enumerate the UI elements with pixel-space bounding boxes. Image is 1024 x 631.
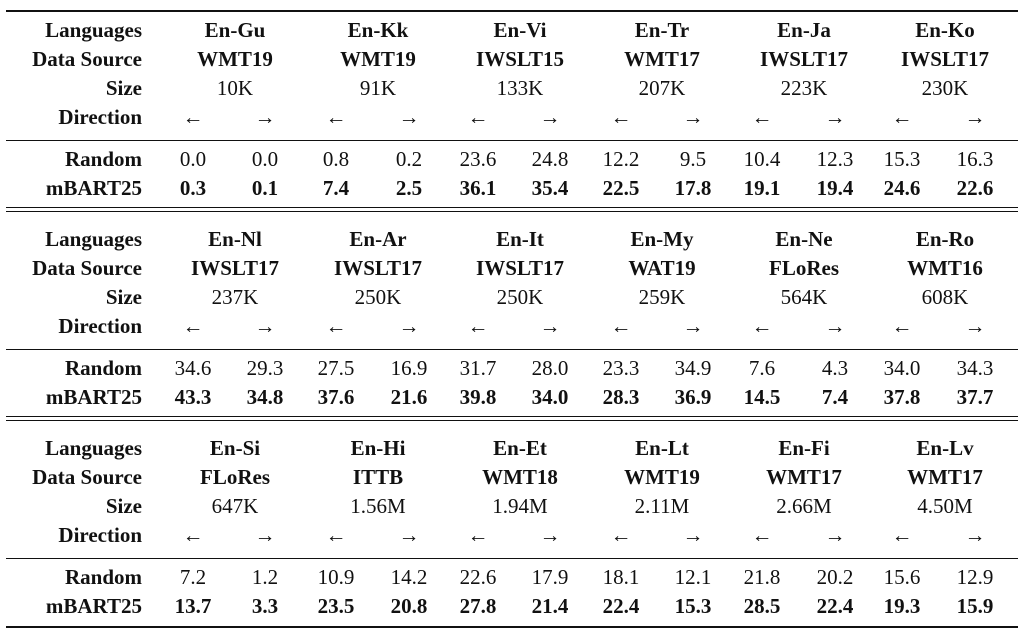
direction-right-arrow-icon: → bbox=[682, 523, 704, 547]
data-source: WAT19 bbox=[628, 256, 696, 280]
data-source: WMT17 bbox=[907, 465, 983, 489]
random-score-en-xx: 0.2 bbox=[395, 147, 423, 171]
random-score-en-xx: 16.3 bbox=[956, 147, 994, 171]
language-pair: En-Lt bbox=[635, 436, 689, 460]
direction-right-arrow-icon: → bbox=[824, 105, 846, 129]
data-size: 133K bbox=[496, 76, 544, 100]
mbart-score-xx-en: 0.3 bbox=[179, 176, 207, 200]
direction-right-arrow-icon: → bbox=[254, 314, 276, 338]
row-label-mbart: mBART25 bbox=[45, 385, 142, 409]
row-label-random: Random bbox=[64, 565, 142, 589]
table-rule bbox=[6, 140, 1018, 141]
row-label-size: Size bbox=[105, 76, 142, 100]
mbart-score-xx-en: 24.6 bbox=[883, 176, 921, 200]
mbart-score-en-xx: 3.3 bbox=[251, 594, 279, 618]
language-pair: En-Lv bbox=[916, 436, 974, 460]
random-score-xx-en: 22.6 bbox=[459, 565, 497, 589]
row-label-data-source: Data Source bbox=[32, 256, 142, 280]
row-label-direction: Direction bbox=[58, 314, 142, 338]
language-pair: En-Et bbox=[493, 436, 547, 460]
random-score-xx-en: 0.0 bbox=[179, 147, 207, 171]
data-size: 2.11M bbox=[634, 494, 690, 518]
mbart-score-xx-en: 23.5 bbox=[317, 594, 355, 618]
random-score-en-xx: 9.5 bbox=[679, 147, 707, 171]
mbart-score-en-xx: 22.6 bbox=[956, 176, 994, 200]
data-size: 207K bbox=[638, 76, 686, 100]
table-rule bbox=[6, 211, 1018, 212]
row-label-data-source: Data Source bbox=[32, 465, 142, 489]
random-score-xx-en: 27.5 bbox=[317, 356, 355, 380]
mbart-score-en-xx: 0.1 bbox=[251, 176, 279, 200]
mbart-score-xx-en: 28.3 bbox=[602, 385, 640, 409]
random-score-xx-en: 15.3 bbox=[883, 147, 921, 171]
data-source: WMT19 bbox=[340, 47, 416, 71]
random-score-xx-en: 21.8 bbox=[743, 565, 781, 589]
data-size: 91K bbox=[359, 76, 397, 100]
random-score-xx-en: 18.1 bbox=[602, 565, 640, 589]
mbart-score-xx-en: 7.4 bbox=[322, 176, 350, 200]
random-score-en-xx: 20.2 bbox=[816, 565, 854, 589]
direction-right-arrow-icon: → bbox=[398, 105, 420, 129]
random-score-en-xx: 17.9 bbox=[531, 565, 569, 589]
mbart-score-xx-en: 13.7 bbox=[174, 594, 212, 618]
random-score-xx-en: 34.6 bbox=[174, 356, 212, 380]
direction-right-arrow-icon: → bbox=[824, 523, 846, 547]
direction-right-arrow-icon: → bbox=[254, 523, 276, 547]
mbart-score-en-xx: 34.8 bbox=[246, 385, 284, 409]
table-rule bbox=[6, 10, 1018, 12]
direction-right-arrow-icon: → bbox=[964, 523, 986, 547]
random-score-en-xx: 28.0 bbox=[531, 356, 569, 380]
direction-left-arrow-icon: ← bbox=[182, 314, 204, 338]
data-source: WMT16 bbox=[907, 256, 983, 280]
direction-right-arrow-icon: → bbox=[398, 523, 420, 547]
direction-left-arrow-icon: ← bbox=[467, 523, 489, 547]
random-score-xx-en: 23.3 bbox=[602, 356, 640, 380]
mbart-score-en-xx: 15.3 bbox=[674, 594, 712, 618]
direction-left-arrow-icon: ← bbox=[325, 314, 347, 338]
data-size: 230K bbox=[921, 76, 969, 100]
data-source: IWSLT17 bbox=[760, 47, 848, 71]
language-pair: En-Ko bbox=[915, 18, 975, 42]
mbart-score-en-xx: 35.4 bbox=[531, 176, 569, 200]
mbart-score-en-xx: 21.4 bbox=[531, 594, 569, 618]
mbart-score-en-xx: 21.6 bbox=[390, 385, 428, 409]
random-score-xx-en: 10.9 bbox=[317, 565, 355, 589]
language-pair: En-Ar bbox=[349, 227, 407, 251]
random-score-en-xx: 14.2 bbox=[390, 565, 428, 589]
random-score-en-xx: 12.9 bbox=[956, 565, 994, 589]
row-label-data-source: Data Source bbox=[32, 47, 142, 71]
direction-left-arrow-icon: ← bbox=[182, 523, 204, 547]
direction-left-arrow-icon: ← bbox=[467, 105, 489, 129]
random-score-en-xx: 4.3 bbox=[821, 356, 849, 380]
language-pair: En-Ne bbox=[775, 227, 833, 251]
direction-left-arrow-icon: ← bbox=[891, 314, 913, 338]
language-pair: En-Hi bbox=[350, 436, 406, 460]
row-label-languages: Languages bbox=[45, 227, 142, 251]
mbart-score-en-xx: 22.4 bbox=[816, 594, 854, 618]
data-size: 564K bbox=[780, 285, 828, 309]
mbart-score-en-xx: 2.5 bbox=[395, 176, 423, 200]
data-size: 250K bbox=[496, 285, 544, 309]
mbart-score-xx-en: 22.4 bbox=[602, 594, 640, 618]
data-source: FLoRes bbox=[769, 256, 839, 280]
direction-left-arrow-icon: ← bbox=[182, 105, 204, 129]
mbart-score-en-xx: 15.9 bbox=[956, 594, 994, 618]
direction-left-arrow-icon: ← bbox=[325, 523, 347, 547]
language-pair: En-Vi bbox=[493, 18, 547, 42]
table-rule bbox=[6, 207, 1018, 208]
data-source: WMT18 bbox=[482, 465, 558, 489]
row-label-random: Random bbox=[64, 147, 142, 171]
mbart-score-en-xx: 7.4 bbox=[821, 385, 849, 409]
random-score-en-xx: 29.3 bbox=[246, 356, 284, 380]
random-score-xx-en: 31.7 bbox=[459, 356, 497, 380]
mbart-score-xx-en: 37.6 bbox=[317, 385, 355, 409]
mbart-score-xx-en: 27.8 bbox=[459, 594, 497, 618]
direction-left-arrow-icon: ← bbox=[610, 314, 632, 338]
data-source: ITTB bbox=[352, 465, 404, 489]
row-label-random: Random bbox=[64, 356, 142, 380]
direction-right-arrow-icon: → bbox=[964, 105, 986, 129]
direction-right-arrow-icon: → bbox=[254, 105, 276, 129]
mbart-score-xx-en: 37.8 bbox=[883, 385, 921, 409]
direction-left-arrow-icon: ← bbox=[610, 105, 632, 129]
direction-left-arrow-icon: ← bbox=[751, 523, 773, 547]
mbart-score-xx-en: 14.5 bbox=[743, 385, 781, 409]
table-rule bbox=[6, 626, 1018, 628]
random-score-xx-en: 7.2 bbox=[179, 565, 207, 589]
mbart-score-en-xx: 17.8 bbox=[674, 176, 712, 200]
language-pair: En-Ja bbox=[777, 18, 831, 42]
random-score-en-xx: 0.0 bbox=[251, 147, 279, 171]
random-score-xx-en: 34.0 bbox=[883, 356, 921, 380]
row-label-mbart: mBART25 bbox=[45, 594, 142, 618]
language-pair: En-Fi bbox=[778, 436, 830, 460]
random-score-xx-en: 10.4 bbox=[743, 147, 781, 171]
data-source: IWSLT17 bbox=[901, 47, 989, 71]
mbart-score-xx-en: 22.5 bbox=[602, 176, 640, 200]
mbart-score-en-xx: 37.7 bbox=[956, 385, 994, 409]
data-size: 4.50M bbox=[917, 494, 973, 518]
data-source: IWSLT17 bbox=[334, 256, 422, 280]
mbart-score-en-xx: 34.0 bbox=[531, 385, 569, 409]
table-rule bbox=[6, 420, 1018, 421]
random-score-xx-en: 23.6 bbox=[459, 147, 497, 171]
row-label-languages: Languages bbox=[45, 436, 142, 460]
language-pair: En-Tr bbox=[634, 18, 690, 42]
data-source: IWSLT15 bbox=[476, 47, 564, 71]
table-rule bbox=[6, 349, 1018, 350]
direction-left-arrow-icon: ← bbox=[751, 105, 773, 129]
data-source: WMT19 bbox=[197, 47, 273, 71]
random-score-en-xx: 16.9 bbox=[390, 356, 428, 380]
row-label-direction: Direction bbox=[58, 523, 142, 547]
row-label-size: Size bbox=[105, 494, 142, 518]
random-score-xx-en: 15.6 bbox=[883, 565, 921, 589]
row-label-mbart: mBART25 bbox=[45, 176, 142, 200]
data-size: 237K bbox=[211, 285, 259, 309]
data-source: WMT17 bbox=[624, 47, 700, 71]
direction-left-arrow-icon: ← bbox=[891, 105, 913, 129]
language-pair: En-Kk bbox=[347, 18, 409, 42]
language-pair: En-Ro bbox=[915, 227, 975, 251]
mbart-score-en-xx: 20.8 bbox=[390, 594, 428, 618]
direction-left-arrow-icon: ← bbox=[891, 523, 913, 547]
direction-right-arrow-icon: → bbox=[824, 314, 846, 338]
random-score-en-xx: 12.1 bbox=[674, 565, 712, 589]
table-rule bbox=[6, 558, 1018, 559]
random-score-en-xx: 34.9 bbox=[674, 356, 712, 380]
random-score-xx-en: 0.8 bbox=[322, 147, 350, 171]
row-label-size: Size bbox=[105, 285, 142, 309]
mbart-score-en-xx: 36.9 bbox=[674, 385, 712, 409]
mbart-score-en-xx: 19.4 bbox=[816, 176, 854, 200]
direction-right-arrow-icon: → bbox=[398, 314, 420, 338]
data-size: 1.56M bbox=[350, 494, 406, 518]
row-label-direction: Direction bbox=[58, 105, 142, 129]
data-source: IWSLT17 bbox=[191, 256, 279, 280]
language-pair: En-It bbox=[496, 227, 544, 251]
row-label-languages: Languages bbox=[45, 18, 142, 42]
data-size: 223K bbox=[780, 76, 828, 100]
data-source: WMT19 bbox=[624, 465, 700, 489]
data-size: 259K bbox=[638, 285, 686, 309]
data-source: WMT17 bbox=[766, 465, 842, 489]
random-score-xx-en: 7.6 bbox=[748, 356, 776, 380]
mbart-score-xx-en: 28.5 bbox=[743, 594, 781, 618]
data-size: 250K bbox=[354, 285, 402, 309]
mbart-score-xx-en: 19.3 bbox=[883, 594, 921, 618]
direction-right-arrow-icon: → bbox=[682, 105, 704, 129]
direction-right-arrow-icon: → bbox=[539, 105, 561, 129]
language-pair: En-Si bbox=[209, 436, 261, 460]
language-pair: En-Gu bbox=[204, 18, 266, 42]
random-score-en-xx: 12.3 bbox=[816, 147, 854, 171]
data-size: 2.66M bbox=[776, 494, 832, 518]
random-score-en-xx: 1.2 bbox=[251, 565, 279, 589]
language-pair: En-My bbox=[630, 227, 694, 251]
table-rule bbox=[6, 416, 1018, 417]
mbart-score-xx-en: 39.8 bbox=[459, 385, 497, 409]
data-size: 1.94M bbox=[492, 494, 548, 518]
data-size: 647K bbox=[211, 494, 259, 518]
mbart-score-xx-en: 36.1 bbox=[459, 176, 497, 200]
data-source: IWSLT17 bbox=[476, 256, 564, 280]
mbart-score-xx-en: 43.3 bbox=[174, 385, 212, 409]
random-score-en-xx: 34.3 bbox=[956, 356, 994, 380]
direction-right-arrow-icon: → bbox=[682, 314, 704, 338]
direction-left-arrow-icon: ← bbox=[751, 314, 773, 338]
data-size: 608K bbox=[921, 285, 969, 309]
direction-left-arrow-icon: ← bbox=[467, 314, 489, 338]
data-size: 10K bbox=[216, 76, 254, 100]
direction-right-arrow-icon: → bbox=[539, 523, 561, 547]
language-pair: En-Nl bbox=[208, 227, 262, 251]
direction-right-arrow-icon: → bbox=[964, 314, 986, 338]
random-score-en-xx: 24.8 bbox=[531, 147, 569, 171]
random-score-xx-en: 12.2 bbox=[602, 147, 640, 171]
direction-left-arrow-icon: ← bbox=[610, 523, 632, 547]
direction-left-arrow-icon: ← bbox=[325, 105, 347, 129]
mbart-score-xx-en: 19.1 bbox=[743, 176, 781, 200]
data-source: FLoRes bbox=[200, 465, 270, 489]
direction-right-arrow-icon: → bbox=[539, 314, 561, 338]
